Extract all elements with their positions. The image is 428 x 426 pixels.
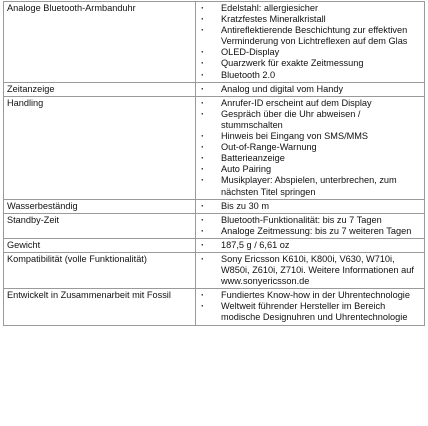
spec-values xyxy=(196,213,425,238)
bullet-item: · Bluetooth 2.0 xyxy=(199,70,421,81)
spec-label: Kompatibilität (volle Funktionalität) xyxy=(4,252,196,288)
bullet-item: · Weltweit führender Hersteller im Bereich modische Designuhren und Uhrentechnologie xyxy=(199,301,421,323)
spec-row xyxy=(4,82,425,96)
spec-values xyxy=(196,2,425,83)
spec-values xyxy=(196,82,425,96)
spec-label: Gewicht xyxy=(4,238,196,252)
bullet-list xyxy=(199,201,421,212)
spec-table xyxy=(3,1,425,326)
bullet-item: · OLED-Display xyxy=(199,47,421,58)
spec-label: Standby-Zeit xyxy=(4,213,196,238)
spec-label: Handling xyxy=(4,96,196,199)
bullet-item: · Sony Ericsson K610i, K800i, V630, W710i, W850i, Z610i, Z710i. Weitere Informationen auf www.sonyericsson.de xyxy=(199,254,421,287)
bullet-item: · Auto Pairing xyxy=(199,164,421,175)
bullet-item: · Out-of-Range-Warnung xyxy=(199,142,421,153)
spec-label: Wasserbeständig xyxy=(4,199,196,213)
bullet-item: · Musikplayer: Abspielen, unterbrechen, zum nächsten Titel springen xyxy=(199,175,421,197)
bullet-list xyxy=(199,84,421,95)
spec-table-body xyxy=(4,2,425,326)
bullet-item: · Batterieanzeige xyxy=(199,153,421,164)
spec-row xyxy=(4,213,425,238)
bullet-list xyxy=(199,215,421,237)
bullet-item: · Antireflektierende Beschichtung zur effektiven Verminderung von Lichtreflexen auf dem Glas xyxy=(199,25,421,47)
spec-values xyxy=(196,238,425,252)
spec-label: Analoge Bluetooth-Armbanduhr xyxy=(4,2,196,83)
spec-values xyxy=(196,96,425,199)
spec-values xyxy=(196,289,425,325)
bullet-item: · Bluetooth-Funktionalität: bis zu 7 Tagen xyxy=(199,215,421,226)
bullet-item: · Edelstahl: allergiesicher xyxy=(199,3,421,14)
bullet-item: · Fundiertes Know-how in der Uhrentechnologie xyxy=(199,290,421,301)
bullet-item: · Quarzwerk für exakte Zeitmessung xyxy=(199,58,421,69)
spec-row xyxy=(4,238,425,252)
bullet-item: · 187,5 g / 6,61 oz xyxy=(199,240,421,251)
spec-row xyxy=(4,2,425,83)
spec-row xyxy=(4,199,425,213)
bullet-list xyxy=(199,290,421,323)
spec-values xyxy=(196,199,425,213)
bullet-item: · Bis zu 30 m xyxy=(199,201,421,212)
spec-row xyxy=(4,96,425,199)
spec-row xyxy=(4,252,425,288)
bullet-item: · Kratzfestes Mineralkristall xyxy=(199,14,421,25)
bullet-list xyxy=(199,254,421,287)
bullet-list xyxy=(199,240,421,251)
bullet-item: · Analoge Zeitmessung: bis zu 7 weiteren Tagen xyxy=(199,226,421,237)
spec-label: Entwickelt in Zusammenarbeit mit Fossil xyxy=(4,289,196,325)
bullet-item: · Analog und digital vom Handy xyxy=(199,84,421,95)
bullet-list xyxy=(199,98,421,198)
bullet-item: · Gespräch über die Uhr abweisen / stummschalten xyxy=(199,109,421,131)
bullet-item: · Anrufer-ID erscheint auf dem Display xyxy=(199,98,421,109)
spec-values xyxy=(196,252,425,288)
spec-row xyxy=(4,289,425,325)
spec-label: Zeitanzeige xyxy=(4,82,196,96)
bullet-item: · Hinweis bei Eingang von SMS/MMS xyxy=(199,131,421,142)
bullet-list xyxy=(199,3,421,81)
